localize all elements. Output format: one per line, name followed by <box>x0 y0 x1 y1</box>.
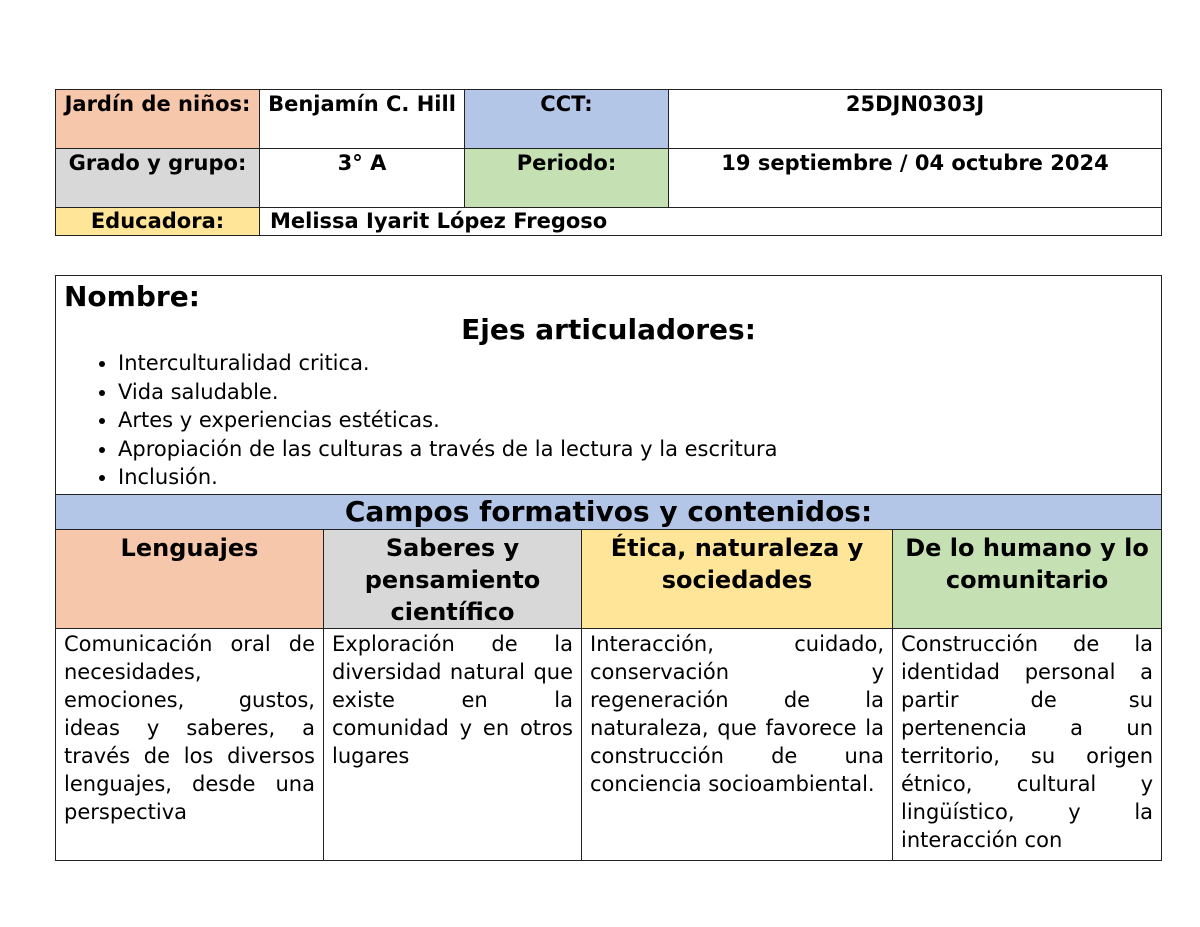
header-row-jardin <box>56 90 1162 149</box>
campo-head-etica: Ética, naturaleza y sociedades <box>582 529 893 628</box>
periodo-value: 19 septiembre / 04 octubre 2024 <box>669 149 1162 208</box>
campo-content-etica: Interacción, cuidado, conservación y regeneración de la naturaleza, que favorece la construcción de una conciencia socioambiental. <box>582 628 893 860</box>
educadora-value: Melissa Iyarit López Fregoso <box>260 208 1162 236</box>
header-row-educadora <box>56 208 1162 236</box>
educadora-label: Educadora: <box>56 208 260 236</box>
eje-item: • Artes y experiencias estéticas. <box>118 406 1153 435</box>
campos-title-row <box>56 494 1162 529</box>
grado-label: Grado y grupo: <box>56 149 260 208</box>
ejes-list <box>64 349 1153 492</box>
eje-item: • Apropiación de las culturas a través de la lectura y la escritura <box>118 435 1153 464</box>
jardin-value: Benjamín C. Hill <box>260 90 465 149</box>
ejes-cell <box>56 276 1162 495</box>
cct-label: CCT: <box>465 90 669 149</box>
nombre-label: Nombre: <box>64 280 200 313</box>
header-row-grado <box>56 149 1162 208</box>
header-table <box>55 89 1162 236</box>
ejes-row <box>56 276 1162 495</box>
campo-content-lenguajes: Comunicación oral de necesidades, emociones, gustos, ideas y saberes, a través de los diversos lenguajes, desde una perspectiva <box>56 628 324 860</box>
grado-value: 3° A <box>260 149 465 208</box>
eje-item: • Inclusión. <box>118 463 1153 492</box>
jardin-label: Jardín de niños: <box>56 90 260 149</box>
campo-head-lenguajes: Lenguajes <box>56 529 324 628</box>
periodo-label: Periodo: <box>465 149 669 208</box>
ejes-title: Ejes articuladores: <box>461 313 756 346</box>
eje-item: • Interculturalidad critica. <box>118 349 1153 378</box>
planning-table <box>55 275 1162 861</box>
campos-content-row <box>56 628 1162 860</box>
campo-head-humano: De lo humano y lo comunitario <box>893 529 1162 628</box>
campos-head-row <box>56 529 1162 628</box>
campo-content-saberes: Exploración de la diversidad natural que existe en la comunidad y en otros lugares <box>324 628 582 860</box>
eje-item: • Vida saludable. <box>118 378 1153 407</box>
campos-title: Campos formativos y contenidos: <box>56 494 1162 529</box>
cct-value: 25DJN0303J <box>669 90 1162 149</box>
campo-head-saberes: Saberes y pensamiento científico <box>324 529 582 628</box>
campo-content-humano: Construcción de la identidad personal a partir de su pertenencia a un territorio, su origen étnico, cultural y lingüístico, y la interacción con <box>893 628 1162 860</box>
